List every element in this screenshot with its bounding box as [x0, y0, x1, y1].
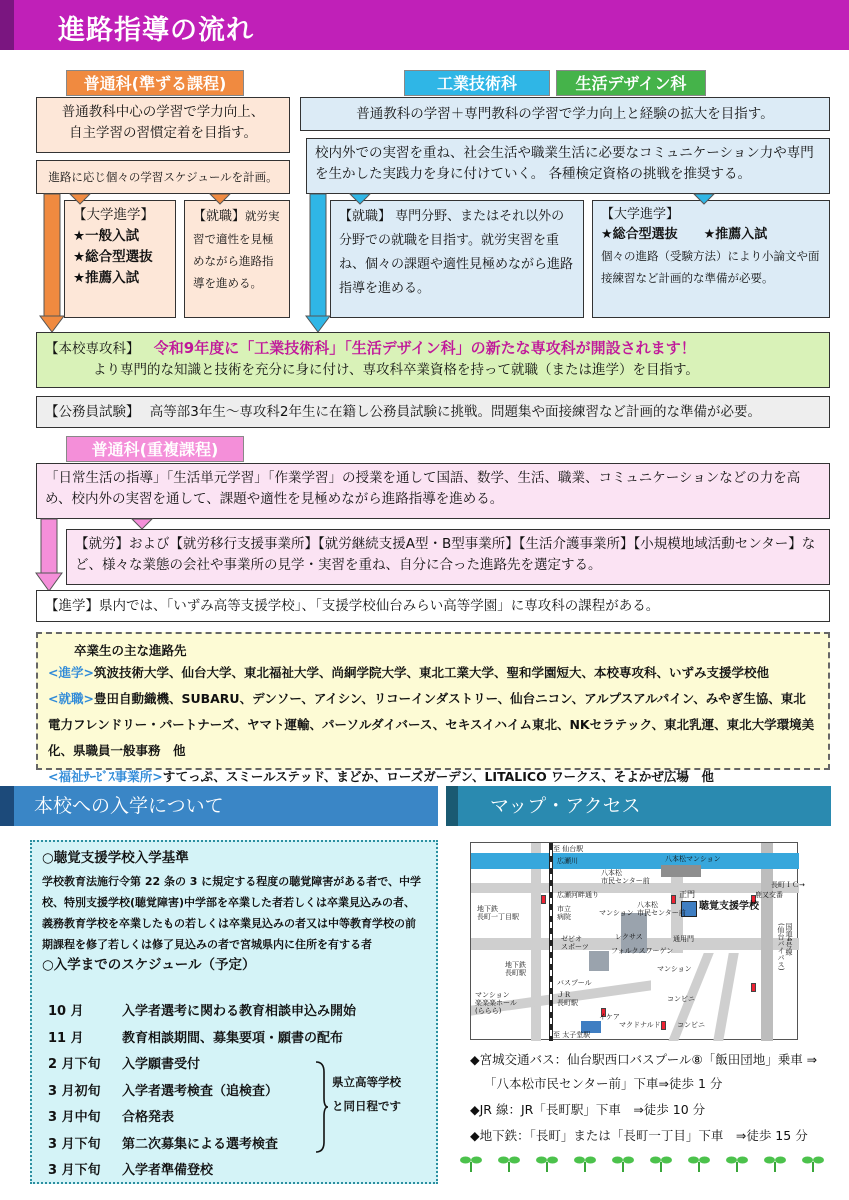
kogyo-job-box — [330, 200, 584, 318]
futsu-arrow-small2 — [210, 194, 230, 204]
jufuku-text-box: 「日常生活の指導」「生活単元学習」「作業学習」の授業を通して国語、数学、生活、職業、コミュニケーションなどの力を高め、校内外の実習を通して、課題や適性を見極めながら進路指導を進める。 — [36, 463, 830, 519]
criteria-title: ○聴覚支援学校入学基準 — [42, 850, 189, 866]
futsu-univ-title: 【大学進学】 — [73, 207, 154, 223]
futsu-plan: 進路に応じ個々の学習スケジュールを計画。 — [36, 160, 290, 194]
schedule-what: 入学者準備登校 — [122, 1163, 214, 1178]
map-label: ＪＲ 長町駅 — [557, 991, 578, 1007]
sprout-icon — [688, 1152, 710, 1172]
traffic-light-icon — [661, 1021, 666, 1030]
sprout-icon — [612, 1152, 634, 1172]
kogyo-job-text: 専門分野、またはそれ以外の分野での就職を目指す。就労実習を重ね、個々の課題や適性見極めながら進路指導を進める。 — [339, 209, 574, 296]
sprout-icon — [650, 1152, 672, 1172]
same-date-line2: と同日程です — [332, 1099, 401, 1113]
map-label: 八本松マンション — [665, 855, 721, 863]
same-date-line1: 県立高等学校 — [332, 1075, 401, 1089]
schedule-row — [48, 1159, 213, 1178]
map-label: イケア — [599, 1013, 620, 1021]
kogyo-univ-text: 個々の進路（受験方法）により小論文や面接練習など計画的な準備が必要。 — [601, 249, 820, 286]
futsu-job-title: 【就職】 — [193, 209, 246, 224]
map-river — [471, 853, 799, 869]
senkoka-headline: 令和9年度に「工業技術科」「生活デザイン科」の新たな専攻科が開設されます！ — [153, 339, 696, 357]
sprout-icon — [726, 1152, 748, 1172]
section-admission: 本校への入学について — [0, 786, 438, 826]
map-label: レクサス — [615, 933, 643, 941]
map-building — [661, 865, 701, 877]
access-jr: ◆JR 線：JR「長町駅」下車 ⇒徒歩 10 分 — [470, 1102, 706, 1117]
section-map: マップ・アクセス — [446, 786, 831, 826]
map-label: フォルクスワーゲン — [611, 947, 674, 955]
jufuku-shingaku-box: 【進学】県内では、「いずみ高等支援学校」、「支援学校仙台みらい高等学園」に専攻科の課程がある。 — [36, 590, 830, 622]
schedule-when: 11 月 — [48, 1030, 84, 1046]
map-label: マンション 楽楽楽ホール (ららら) — [475, 991, 517, 1015]
map-building — [589, 951, 609, 971]
graduates-shushoku: 豊田自動織機、SUBARU、デンソー、アイシン、リコーインダストリー、仙台ニコン、アルプスアルパイン、みやぎ生協、東北電力フレンドリー・パートナーズ、ヤマト運輸、パーソルダイバース、セキスイハイム東北、NKセラテック、東北乳運、東北大学環境美化、県職員一般事務 他 — [48, 691, 815, 758]
futsu-intro — [36, 97, 290, 153]
schedule-title: ○入学までのスケジュール（予定） — [42, 956, 256, 973]
futsu-arrow-small — [70, 194, 90, 204]
kogyo-arrow-small — [350, 194, 370, 204]
map-label: 広瀬河畔通り — [557, 891, 599, 899]
schedule-when: 10 月 — [48, 1004, 84, 1019]
schedule-what: 第二次募集による選考検査 — [122, 1136, 279, 1152]
map-label: 市立 病院 — [557, 905, 571, 921]
sprout-icon — [574, 1152, 596, 1172]
sprout-icon — [536, 1152, 558, 1172]
sprout-icon — [802, 1152, 824, 1172]
map-label: 通用門 — [673, 935, 694, 943]
jufuku-arrow — [36, 519, 62, 591]
tab-futsu: 普通科(準ずる課程) — [66, 70, 244, 96]
map-label: ゼビオ スポーツ — [561, 935, 589, 951]
map-label: マクドナルド — [619, 1021, 661, 1029]
komuin-box — [36, 396, 830, 428]
map-label: マンション — [657, 965, 692, 973]
schedule-when: 3 月下旬 — [48, 1136, 101, 1152]
futsu-intro-line1: 普通教科中心の学習で学力向上、 — [61, 104, 265, 120]
futsu-intro-line2: 自主学習の習慣定着を目指す。 — [69, 124, 257, 141]
futsu-arrow-left — [40, 194, 64, 332]
map-label: 国道4号線 (仙台バイパス) — [777, 923, 793, 971]
kogyo-job-title: 【就職】 — [339, 209, 392, 224]
graduates-fukushi: すてっぷ、スミールステッド、まどか、ローズガーデン、LITALICO ワークス、そよかぜ広場 他 — [162, 769, 714, 784]
futsu-univ-item: ★総合型選抜 — [73, 248, 153, 265]
kogyo-arrow-small2 — [694, 194, 714, 204]
graduates-box — [36, 632, 830, 784]
schedule-row — [48, 1000, 356, 1019]
futsu-univ-box — [64, 200, 176, 318]
criteria-text: 学校教育法施行令第 22 条の 3 に規定する程度の聴覚障害がある者で、中学校、特別支援学校(聴覚障害)中学部を卒業した者若しくは卒業見込みの者、義務教育学校を卒業したもの若しくは卒業見込みの者又は中等教育学校の前期課程を修了若しくは修了見込みの者で宮城県内に住所を有する者 — [42, 874, 422, 951]
map-label: 地下鉄 長町駅 — [505, 961, 526, 977]
schedule-when: 3 月中旬 — [48, 1110, 101, 1125]
schedule-when: 3 月初旬 — [48, 1083, 101, 1099]
access-bus-2: 「八本松市民センター前」下車⇒徒歩 1 分 — [484, 1076, 723, 1091]
komuin-text: 高等部3年生～専攻科2年生に在籍し公務員試験に挑戦。問題集や面接練習など計画的な準備が必要。 — [149, 404, 761, 420]
sprout-icon — [460, 1152, 482, 1172]
schedule-row — [48, 1106, 174, 1125]
map-school-label: 聴覚支援学校 — [699, 901, 759, 912]
map-label: コンビニ — [667, 995, 695, 1003]
kogyo-practice: 校内外での実習を重ね、社会生活や職業生活に必要なコミュニケーション力や専門を生かした実践力を身に付けていく。 各種検定資格の挑戦を推奨する。 — [306, 138, 830, 194]
graduates-shingaku-tag: <進学> — [48, 665, 94, 680]
tab-jufuku: 普通科(重複課程) — [66, 436, 244, 462]
traffic-light-icon — [751, 983, 756, 992]
schedule-when: 3 月下旬 — [48, 1163, 101, 1178]
komuin-label: 【公務員試験】 — [45, 404, 140, 420]
schedule-what: 教育相談期間、募集要項・願書の配布 — [122, 1030, 344, 1046]
access-map — [470, 842, 805, 1040]
map-label: コンビニ — [677, 1021, 705, 1029]
map-road — [713, 953, 739, 1041]
graduates-shingaku: 筑波技術大学、仙台大学、東北福祉大学、尚絅学院大学、東北工業大学、聖和学園短大、本校専攻科、いずみ支援学校他 — [93, 665, 769, 680]
map-road — [531, 843, 541, 1041]
senkoka-text: より専門的な知識と技術を充分に身に付け、専攻科卒業資格を持って就職（または進学）を目指す。 — [93, 362, 699, 379]
senkoka-label: 【本校専攻科】 — [45, 341, 140, 357]
access-subway: ◆地下鉄：「長町」または「長町一丁目」下車 ⇒徒歩 15 分 — [470, 1128, 808, 1143]
map-label: 至 仙台駅 — [553, 845, 584, 853]
map-label: 広瀬川 — [557, 857, 578, 865]
schedule-brace — [314, 1060, 328, 1154]
map-label: 八本松 市民センター前 — [601, 869, 650, 885]
kogyo-univ-title: 【大学進学】 — [601, 207, 680, 222]
graduates-fukushi-tag: <福祉ｻｰﾋﾞｽ事業所> — [48, 769, 163, 784]
section-map-stripe — [446, 786, 458, 826]
jufuku-arrow-small — [132, 519, 152, 529]
senkoka-box — [36, 332, 830, 388]
section-admission-stripe — [0, 786, 14, 826]
futsu-job-box — [184, 200, 290, 318]
jufuku-shuro-box: 【就労】および【就労移行支援事業所】【就労継続支援A型・B型事業所】【生活介護事業所】【小規模地域活動センター】など、様々な業態の会社や事業所の見学・実習を重ね、自分に合った進路先を選定する。 — [66, 529, 830, 585]
kogyo-arrow-left — [306, 194, 330, 332]
schedule-row — [48, 1133, 278, 1152]
futsu-univ-item: ★一般入試 — [73, 227, 140, 244]
kogyo-intro: 普通教科の学習＋専門教科の学習で学力向上と経験の拡大を目指す。 — [300, 97, 830, 131]
schedule-what: 合格発表 — [122, 1110, 175, 1125]
header-stripe — [0, 0, 14, 50]
map-label: マンション — [599, 909, 634, 917]
schedule-what: 入学者選考に関わる教育相談申込み開始 — [122, 1004, 357, 1019]
schedule-what: 入学願書受付 — [122, 1057, 201, 1072]
sprout-icon — [764, 1152, 786, 1172]
map-road — [761, 843, 773, 1041]
tab-kogyo: 工業技術科 — [404, 70, 550, 96]
sprout-icon — [498, 1152, 520, 1172]
map-label: 正門 — [679, 890, 695, 899]
same-date-note — [332, 1070, 401, 1118]
futsu-univ-item: ★推薦入試 — [73, 269, 140, 286]
map-label: 地下鉄 長町一丁目駅 — [477, 905, 519, 921]
map-label: 至 太子堂駅 — [553, 1031, 591, 1039]
kogyo-univ-box — [592, 200, 830, 318]
schedule-row — [48, 1080, 278, 1099]
futsu-job-text: 就労実習で適性を見極めながら進路指導を進める。 — [193, 209, 280, 290]
graduates-shushoku-tag: <就職> — [48, 691, 94, 706]
graduates-title: 卒業生の主な進路先 — [74, 643, 187, 658]
tab-seikatsu: 生活デザイン科 — [556, 70, 706, 96]
access-bus: ◆宮城交通バス：仙台駅西口バスプール⑧「飯田団地」乗車 ⇒ — [470, 1052, 818, 1067]
map-railway — [549, 843, 553, 1041]
page-title: 進路指導の流れ — [58, 15, 254, 46]
schedule-row — [48, 1027, 343, 1046]
map-label: 長町ＩＣ→ — [771, 881, 805, 889]
schedule-when: 2 月下旬 — [48, 1057, 101, 1072]
schedule-what: 入学者選考検査（追検査） — [122, 1083, 279, 1099]
map-label: 八本松 市民センター前 — [637, 901, 686, 917]
traffic-light-icon — [541, 895, 546, 904]
schedule-row — [48, 1053, 200, 1072]
map-label: 鹿又交番 — [755, 891, 783, 899]
map-label: バスプール — [557, 979, 592, 987]
kogyo-univ-items: ★総合型選抜 ★推薦入試 — [601, 227, 768, 243]
